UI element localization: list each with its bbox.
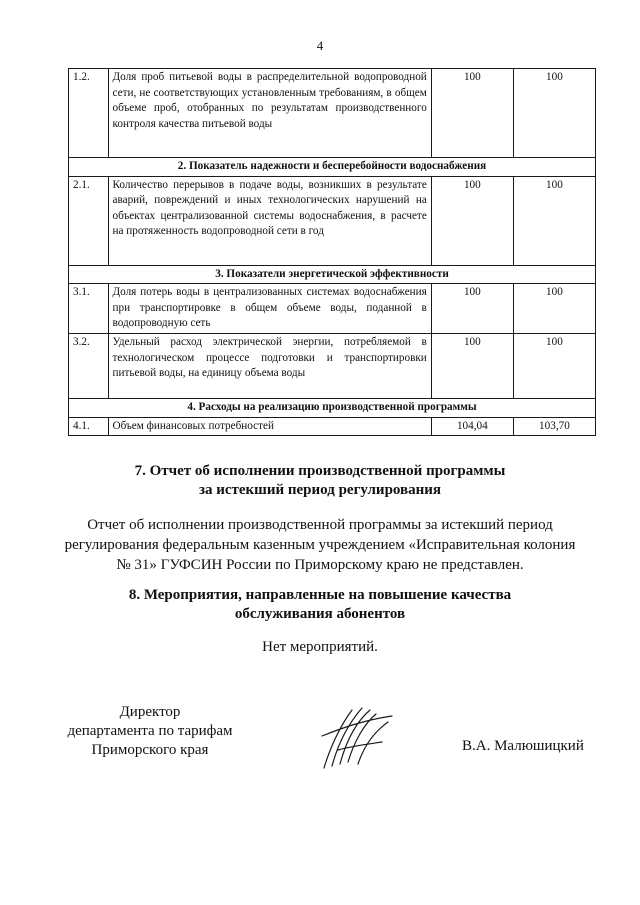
- position-line: Приморского края: [91, 742, 209, 758]
- row-value-2: 100: [513, 284, 595, 334]
- row-value-2: 103,70: [513, 417, 595, 436]
- row-number: 2.1.: [69, 176, 109, 265]
- table-section-row: [69, 265, 596, 284]
- row-description: Доля проб питьевой воды в распределительной водопроводной сети, не соответствующих установленным требованиям, в общем объеме проб, отобранных по результатам производственного контроля качества питьевой воды: [108, 69, 431, 158]
- table-row: [69, 176, 596, 265]
- table-row: [69, 417, 596, 436]
- heading-line: обслуживания абонентов: [234, 606, 406, 622]
- row-description: Удельный расход электрической энергии, потребляемой в технологическом процессе подготовки и транспортировки питьевой воды, на единицу объема воды: [108, 334, 431, 399]
- row-value-1: 104,04: [431, 417, 513, 436]
- row-number: 3.1.: [69, 284, 109, 334]
- row-value-2: 100: [513, 69, 595, 158]
- page-number: 4: [316, 38, 324, 53]
- row-value-1: 100: [431, 284, 513, 334]
- section-heading: 2. Показатель надежности и бесперебойности водоснабжения: [69, 158, 596, 177]
- paragraph-line: № 31» ГУФСИН России по Приморскому краю не представлен.: [116, 557, 524, 573]
- row-description: Количество перерывов в подаче воды, возникших в результате аварий, повреждений и иных технологических нарушений на объектах централизованной системы водоснабжения, в расчете на протяженность водопроводной сети в год: [108, 176, 431, 265]
- row-description: Доля потерь воды в централизованных системах водоснабжения при транспортировке в общем объеме воды, поданной в водопроводную сеть: [108, 284, 431, 334]
- section-heading: 3. Показатели энергетической эффективности: [69, 265, 596, 284]
- indicators-table: [68, 68, 596, 436]
- section-8-heading: [0, 586, 640, 624]
- paragraph-line: Отчет об исполнении производственной программы за истекший период: [87, 517, 553, 533]
- section-heading: 4. Расходы на реализацию производственной программы: [69, 399, 596, 418]
- table-row: [69, 69, 596, 158]
- position-line: департамента по тарифам: [67, 723, 233, 739]
- heading-line: 7. Отчет об исполнении производственной программы: [134, 463, 506, 479]
- section-7-heading: [0, 462, 640, 500]
- signer-position: [50, 703, 250, 760]
- report-paragraph: [0, 515, 640, 575]
- table-row: [69, 284, 596, 334]
- heading-line: за истекший период регулирования: [198, 482, 442, 498]
- handwritten-signature: [318, 702, 398, 774]
- table-row: [69, 334, 596, 399]
- row-number: 1.2.: [69, 69, 109, 158]
- signer-name: В.А. Малюшицкий: [462, 738, 584, 754]
- row-number: 3.2.: [69, 334, 109, 399]
- row-value-2: 100: [513, 176, 595, 265]
- row-value-1: 100: [431, 69, 513, 158]
- row-value-1: 100: [431, 334, 513, 399]
- row-number: 4.1.: [69, 417, 109, 436]
- row-value-1: 100: [431, 176, 513, 265]
- row-description: Объем финансовых потребностей: [108, 417, 431, 436]
- no-events-text: Нет мероприятий.: [262, 639, 378, 655]
- table-section-row: [69, 399, 596, 418]
- paragraph-line: регулирования федеральным казенным учреждением «Исправительная колония: [64, 537, 576, 553]
- position-line: Директор: [119, 704, 181, 720]
- heading-line: 8. Мероприятия, направленные на повышение качества: [128, 587, 512, 603]
- row-value-2: 100: [513, 334, 595, 399]
- table-section-row: [69, 158, 596, 177]
